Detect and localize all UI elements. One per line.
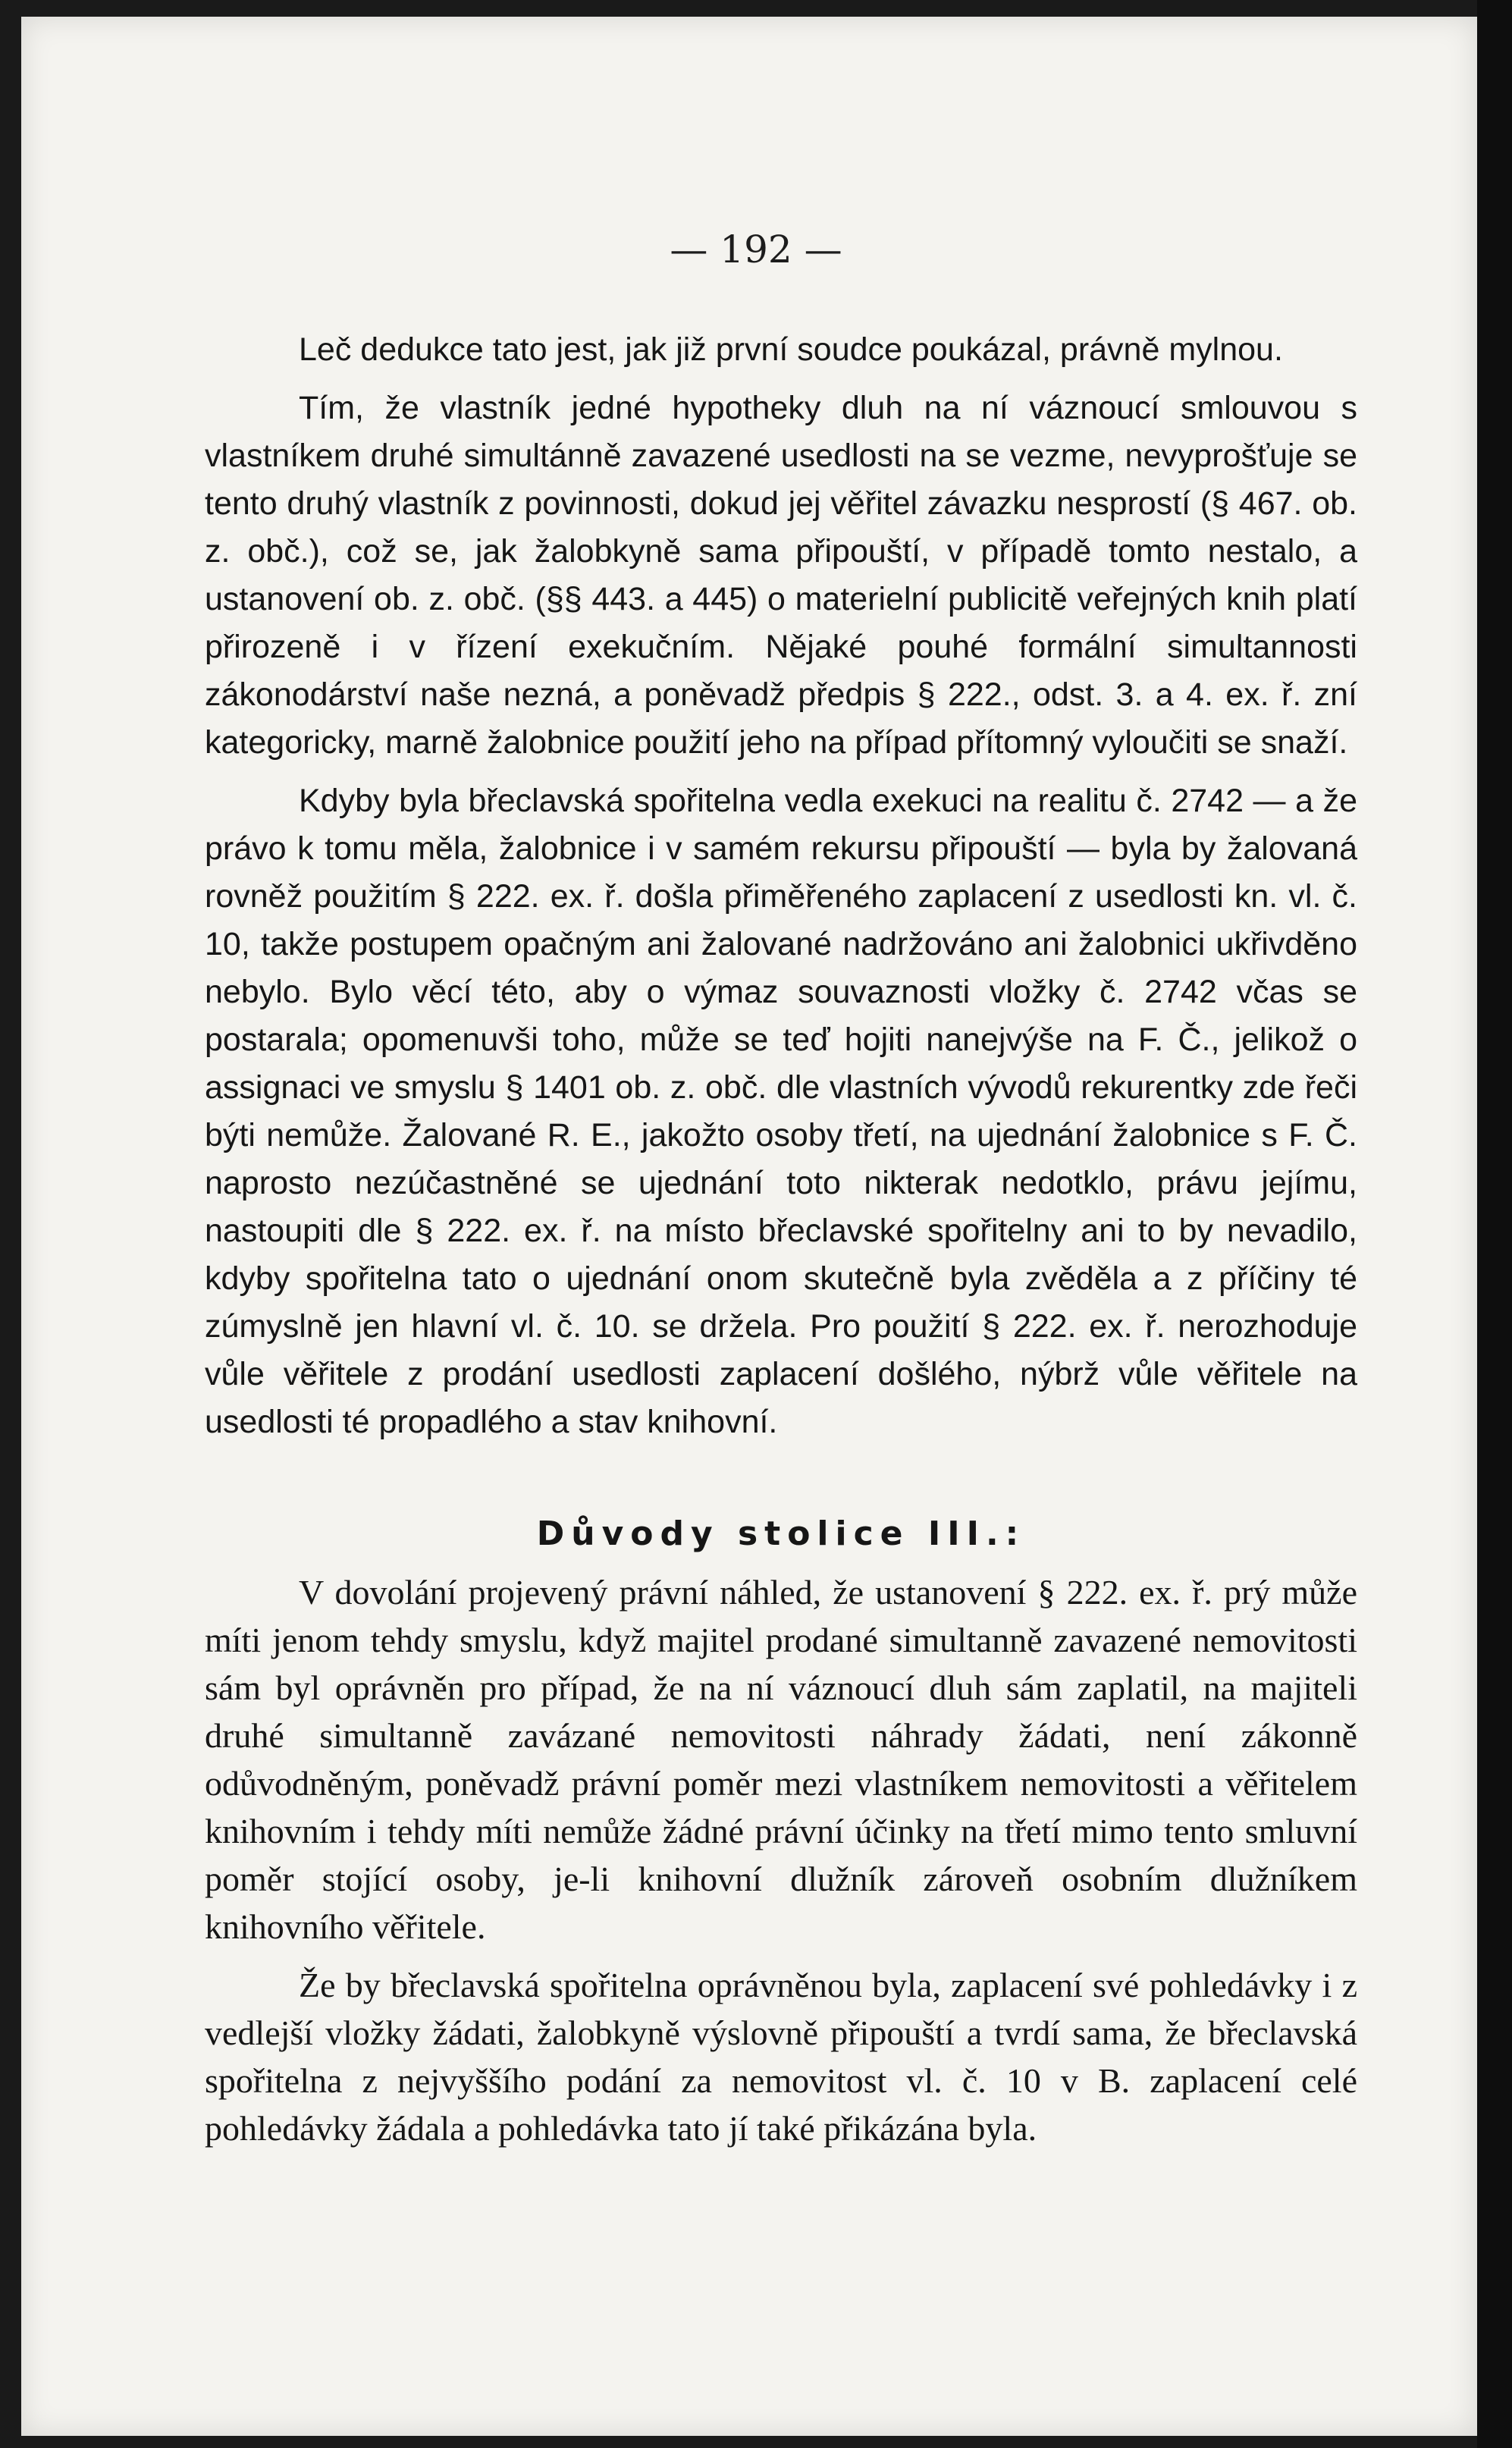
scan-edge	[1477, 0, 1512, 2448]
paragraph: Leč dedukce tato jest, jak již první soudce poukázal, právně mylnou.	[299, 331, 1283, 368]
paragraph: V dovolání projevený právní náhled, že ustanovení § 222. ex. ř. prý může míti jenom tehdy smyslu, když majitel prodané simultanně zavazené nemovitosti sám byl oprávněn pro případ, že na ní váznoucí dluh sám zaplatil, na majiteli druhé simultanně zavázané nemovitosti náhrady žádati, není zákonně odůvodněným, poněvadž právní poměr mezi vlastníkem nemovitosti a věřitelem knihovním i tehdy míti nemůže žádné právní účinky na třetí mimo tento smluvní poměr stojící osoby, je-li knihovní dlužník zároveň osobním dlužníkem knihovního věřitele.	[205, 1573, 1357, 1946]
page-number: — 192 —	[670, 228, 842, 271]
body-text	[205, 326, 1357, 2152]
section-heading: Důvody stolice III.:	[536, 1514, 1026, 1553]
paragraph: Kdyby byla břeclavská spořitelna vedla exekuci na realitu č. 2742 — a že právo k tomu měla, žalobnice i v samém rekursu připouští — byla by žalovaná rovněž použitím § 222. ex. ř. došla přiměřeného zaplacení z usedlosti kn. vl. č. 10, takže postupem opačným ani žalované nadržováno ani žalobnici ukřivděno nebylo. Bylo věcí této, aby o výmaz souvaznosti vložky č. 2742 včas se postarala; opomenuvši toho, může se teď hojiti nanejvýše na F. Č., jelikož o assignaci ve smyslu § 1401 ob. z. obč. dle vlastních vývodů rekurentky zde řeči býti nemůže. Žalované R. E., jakožto osoby třetí, na ujednání žalobnice s F. Č. naprosto nezúčastněné se ujednání toto nikterak nedotklo, právu jejímu, nastoupiti dle § 222. ex. ř. na místo břeclavské spořitelny ani to by nevadilo, kdyby spořitelna tato o ujednání onom skutečně byla zvěděla a z příčiny té zúmyslně jen hlavní vl. č. 10. se držela. Pro použití § 222. ex. ř. nerozhoduje vůle věřitele z prodání usedlosti zaplacení došlého, nýbrž vůle věřitele na usedlosti té propadlého a stav knihovní.	[205, 783, 1357, 1440]
paragraph: Že by břeclavská spořitelna oprávněnou byla, zaplacení své pohledávky i z vedlejší vložky žádati, žalobkyně výslovně připouští a tvrdí sama, že břeclavská spořitelna z nejvyššího podání za nemovitost vl. č. 10 v B. zaplacení celé pohledávky žádala a pohledávka tato jí také přikázána byla.	[205, 1966, 1357, 2148]
paragraph: Tím, že vlastník jedné hypotheky dluh na ní váznoucí smlouvou s vlastníkem druhé simultánně zavazené usedlosti na se vezme, nevyprošťuje se tento druhý vlastník z povinnosti, dokud jej věřitel závazku nesprostí (§ 467. ob. z. obč.), což se, jak žalobkyně sama připouští, v případě tomto nestalo, a ustanovení ob. z. obč. (§§ 443. a 445) o materielní publicitě veřejných knih platí přirozeně i v řízení exekučním. Nějaké pouhé formální simultannosti zákonodárství naše nezná, a poněvadž předpis § 222., odst. 3. a 4. ex. ř. zní kategoricky, marně žalobnice použití jeho na případ přítomný vyloučiti se snaží.	[205, 390, 1357, 761]
